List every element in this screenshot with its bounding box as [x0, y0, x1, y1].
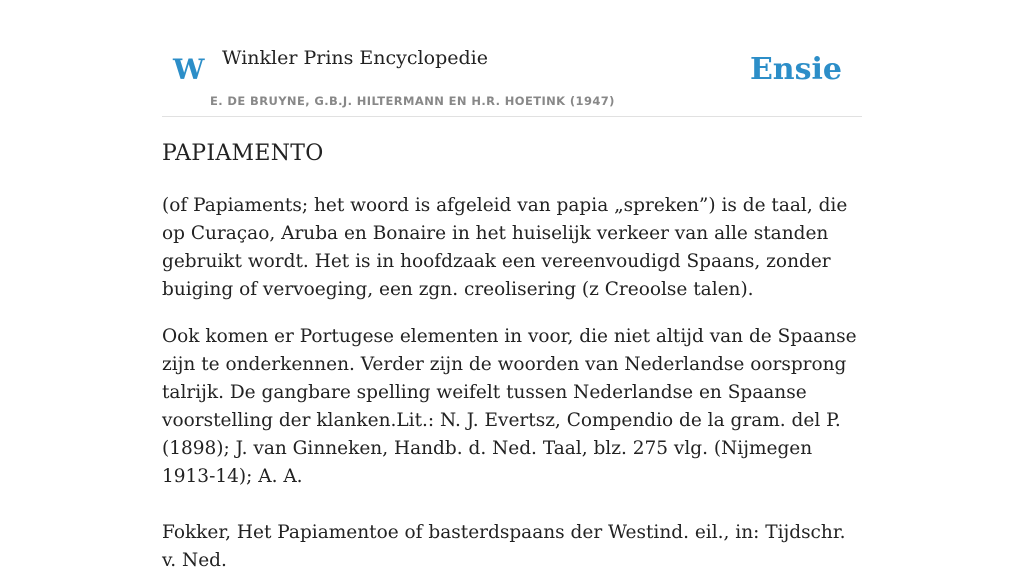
encyclopedia-logo-icon[interactable]: W: [173, 53, 205, 86]
article-paragraph: Fokker, Het Papiamentoe of basterdspaans der Westind. eil., in: Tijdschr. v. Ned.: [162, 522, 846, 571]
brand-logo-link[interactable]: Ensie: [749, 52, 842, 87]
article-paragraph: (of Papiaments; het woord is afgeleid van papia „spreken”) is de taal, die op Curaçao, Aruba en Bonaire in het huiselijk verkeer van alle standen gebruikt wordt. Het is in hoofdzaak een vereenvoudigd Spaans, zonder buiging of vervoeging, een zgn. creolisering (z Creoolse talen).: [162, 195, 848, 300]
article-paragraph: Ook komen er Portugese elementen in voor, die niet altijd van de Spaanse zijn te onderkennen. Verder zijn de woorden van Nederlandse oorsprong talrijk. De gangbare spelling weifelt tussen Nederlandse en Spaanse voorstelling der klanken.Lit.: N. J. Evertsz, Compendio de la gram. del P. (1898); J. van Ginneken, Handb. d. Ned. Taal, blz. 275 vlg. (Nijmegen 1913-14); A. A.: [162, 326, 857, 487]
article-body: [162, 138, 862, 575]
header: [162, 0, 862, 117]
article-title: PAPIAMENTO: [162, 141, 324, 166]
book-title-link[interactable]: Winkler Prins Encyclopedie: [222, 47, 488, 69]
book-authors: E. DE BRUYNE, G.B.J. HILTERMANN EN H.R. HOETINK (1947): [210, 94, 615, 108]
